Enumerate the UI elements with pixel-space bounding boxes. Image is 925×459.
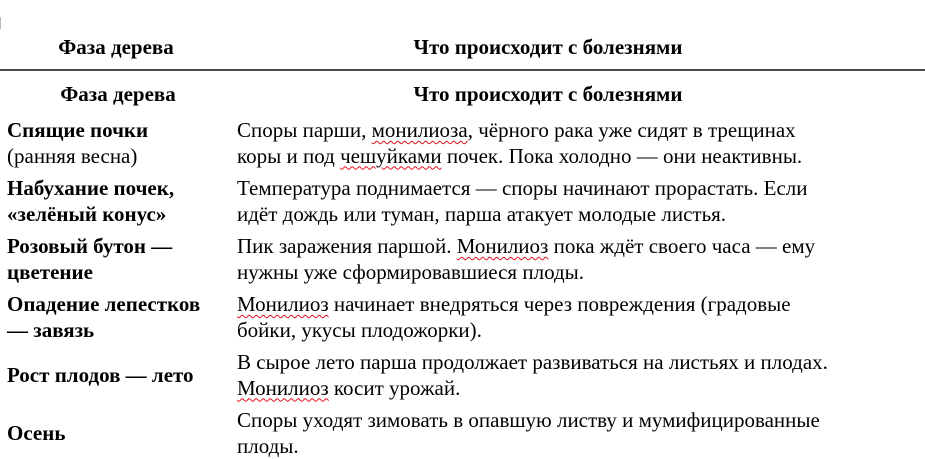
description-line: плоды. (237, 434, 917, 459)
description-line (237, 118, 917, 144)
header-what: Что происходит с болезнями (232, 33, 864, 61)
header-phase: Фаза дерева (5, 33, 227, 61)
header-divider (0, 69, 925, 71)
description-line: идёт дождь или туман, парша атакует молодые листья. (237, 202, 917, 228)
inner-header-what: Что происходит с болезнями (232, 82, 864, 108)
description-line: В сырое лето парша продолжает развиваться на листьях и плодах. (237, 350, 917, 376)
phase-line: Осень (7, 421, 229, 447)
description-line (237, 292, 917, 318)
phase-line: Спящие почки (7, 118, 229, 144)
description-cell (237, 176, 917, 227)
description-line: бойки, укусы плодожорки). (237, 318, 917, 344)
phase-cell (7, 363, 229, 389)
description-cell (237, 408, 917, 459)
text-run: Споры парши, (237, 118, 372, 142)
description-cell (237, 234, 917, 285)
table-header-row (0, 33, 925, 63)
text-run: Пик заражения паршой. (237, 234, 457, 258)
text-run: косит урожай. (329, 376, 461, 400)
phase-line: Розовый бутон — (7, 234, 229, 260)
phase-line: Набухание почек, (7, 176, 229, 202)
description-line: Температура поднимается — споры начинают прорастать. Если (237, 176, 917, 202)
text-cursor-marker (0, 17, 1, 29)
text-run: начинает внедряться через повреждения (градовые (329, 292, 791, 316)
text-run: пока ждёт своего часа — ему (548, 234, 815, 258)
phase-cell (7, 292, 229, 343)
phase-cell (7, 234, 229, 285)
description-line (237, 144, 917, 170)
text-run: , чёрного рака уже сидят в трещинах (468, 118, 796, 142)
description-line (237, 376, 917, 402)
spellcheck-flagged-word[interactable]: Монилиоз (237, 376, 329, 400)
text-run: коры и под (237, 144, 340, 168)
phase-line: Опадение лепестков (7, 292, 229, 318)
phase-line: — завязь (7, 318, 229, 344)
description-cell (237, 118, 917, 169)
phase-cell (7, 421, 229, 447)
description-line (237, 234, 917, 260)
inner-header-phase: Фаза дерева (7, 82, 229, 108)
description-cell (237, 350, 917, 401)
phase-cell (7, 118, 229, 169)
text-run: почек. Пока холодно — они неактивны. (442, 144, 803, 168)
spellcheck-flagged-word[interactable]: монилиоза (372, 118, 468, 142)
spellcheck-flagged-word[interactable]: чешуйками (340, 144, 442, 168)
spellcheck-flagged-word[interactable]: Монилиоз (237, 292, 329, 316)
spellcheck-flagged-word[interactable]: Монилиоз (457, 234, 549, 258)
description-cell (237, 292, 917, 343)
phase-line: Рост плодов — лето (7, 363, 229, 389)
description-line: нужны уже сформировавшиеся плоды. (237, 260, 917, 286)
description-line: Споры уходят зимовать в опавшую листву и мумифицированные (237, 408, 917, 434)
phase-line: (ранняя весна) (7, 144, 229, 170)
phase-line: цветение (7, 260, 229, 286)
phase-cell (7, 176, 229, 227)
phase-line: «зелёный конус» (7, 202, 229, 228)
